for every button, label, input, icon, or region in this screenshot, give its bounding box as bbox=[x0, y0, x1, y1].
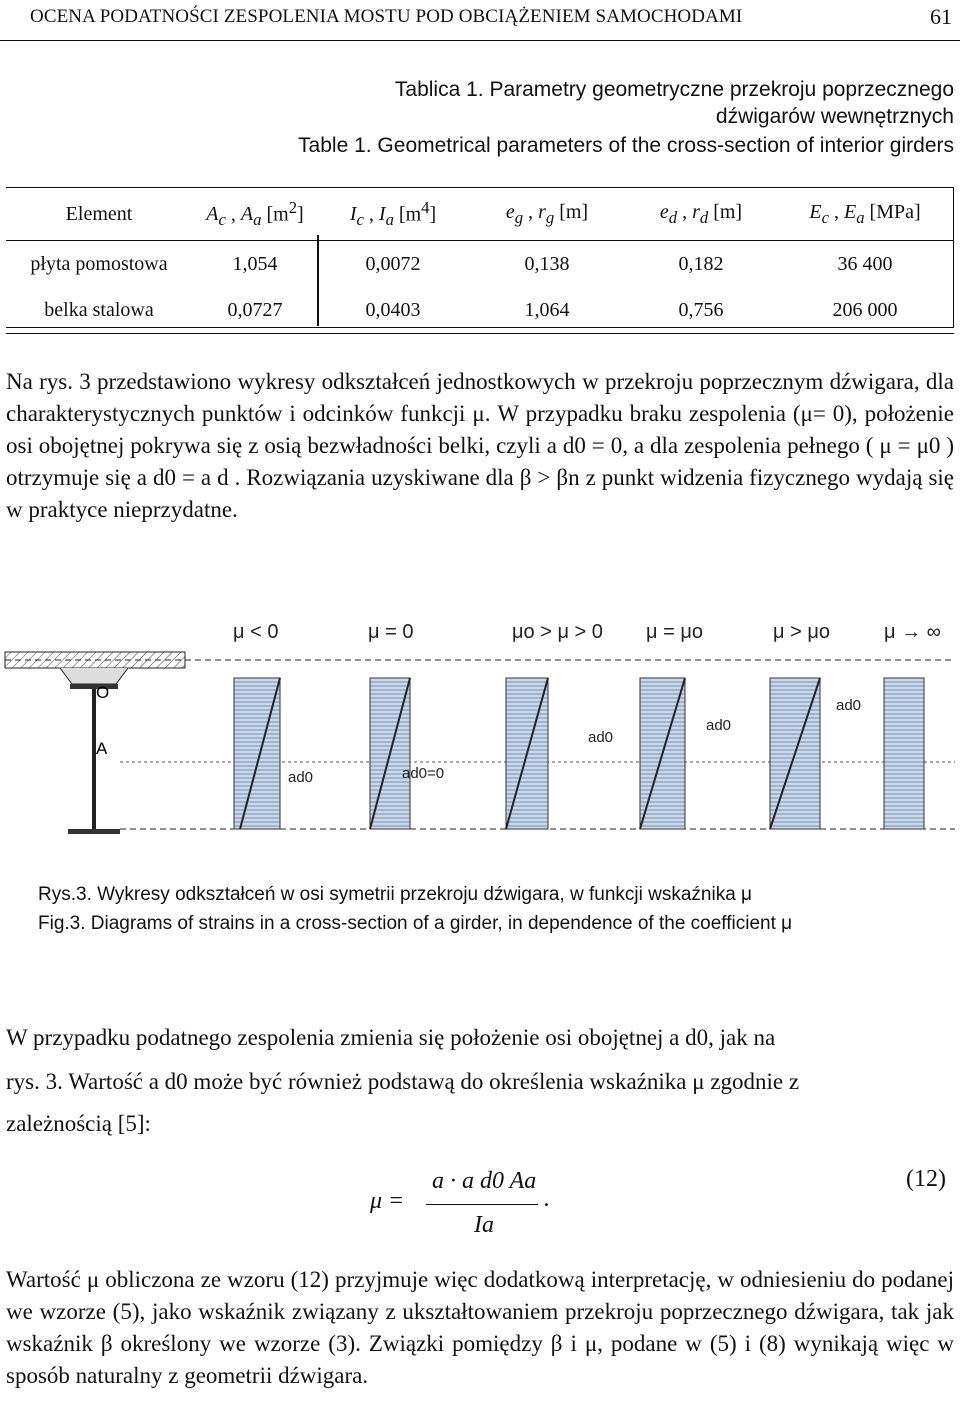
table-cell: 0,138 bbox=[524, 252, 570, 275]
paragraph-2-line-3: zależnością [5]: bbox=[6, 1111, 151, 1136]
girder-section bbox=[5, 652, 185, 834]
paragraph-1 bbox=[6, 366, 954, 526]
paragraph-2-line-2: rys. 3. Wartość a d0 może być również podstawą do określenia wskaźnika μ zgodnie z bbox=[6, 1069, 800, 1094]
dim-label: ad0 bbox=[836, 697, 862, 714]
table-cell: 0,756 bbox=[626, 287, 776, 334]
case-label: μo > μ > 0 bbox=[512, 621, 603, 643]
point-label-A: A bbox=[96, 739, 108, 758]
table-cell: 1,064 bbox=[468, 287, 626, 334]
col-header-ed-rd: $e_d$ , $r_d$ [m] bbox=[626, 188, 776, 241]
diagram-1 bbox=[234, 678, 280, 829]
diagram-6 bbox=[884, 678, 924, 829]
formula-lhs: μ = bbox=[370, 1188, 405, 1214]
table-cell: 0,0727 bbox=[192, 287, 318, 334]
table-caption-pl-line2: dźwigarów wewnętrznych bbox=[715, 105, 954, 128]
running-title: OCENA PODATNOŚCI ZESPOLENIA MOSTU POD OBCIĄŻENIEM SAMOCHODAMI bbox=[30, 6, 743, 27]
running-header bbox=[0, 0, 960, 41]
table-caption-pl-line1: Tablica 1. Parametry geometryczne przekroju poprzecznego bbox=[394, 78, 954, 101]
equation-number: (12) bbox=[906, 1166, 946, 1192]
dim-label: ad0 bbox=[288, 769, 314, 786]
diagram-5 bbox=[770, 678, 820, 829]
paragraph-1-text: Na rys. 3 przedstawiono wykresy odkształceń jednostkowych w przekroju poprzecznym dźwigara, dla charakterystycznych punktów i odcinków funkcji μ. W przypadku braku zespolenia (μ= 0), położenie osi obojętnej pokrywa się z osią bezwładności belki, czyli a d0 = 0, a dla zespolenia pełnego ( μ = μ0 ) otrzymuje się a d0 = a d . Rozwiązania uzyskiwane dla β > βn z punkt widzenia fizycznego wydają się w praktyce nieprzydatne. bbox=[6, 369, 954, 522]
formula-numerator: a · a d0 Aa bbox=[432, 1168, 537, 1194]
paragraph-2-line-1: W przypadku podatnego zespolenia zmienia się położenie osi obojętnej a d0, jak na bbox=[6, 1025, 776, 1050]
figure-caption-pl: Rys.3. Wykresy odkształceń w osi symetrii przekroju dźwigara, w funkcji wskaźnika μ bbox=[38, 884, 752, 905]
table-row bbox=[6, 241, 954, 288]
case-label: μ = 0 bbox=[368, 621, 414, 643]
formula-denominator: Ia bbox=[474, 1212, 494, 1238]
fraction-bar bbox=[426, 1204, 538, 1205]
table-cell: 1,054 bbox=[232, 252, 278, 275]
table-divider bbox=[317, 235, 319, 326]
table-cell: płyta pomostowa bbox=[30, 252, 168, 275]
paragraph-3: Wartość μ obliczona ze wzoru (12) przyjmuje więc dodatkową interpretację, w odniesieniu do podanej we wzorze (5), jako wskaźnik związany z ukształtowaniem przekroju poprzecznego dźwigara, tak jak wskaźnik β określony we wzorze (3). Związki pomiędzy β i μ, podane w (5) i (8) wynikają więc w sposób naturalny z geometrii dźwigara. bbox=[6, 1267, 954, 1388]
table-cell: 0,0403 bbox=[318, 287, 468, 334]
case-label: μ < 0 bbox=[233, 621, 279, 643]
col-header-eg-rg: $e_g$ , $r_g$ [m] bbox=[468, 188, 626, 241]
dim-label: ad0 bbox=[588, 729, 614, 746]
case-label: μ → ∞ bbox=[884, 621, 941, 643]
parameters-table bbox=[6, 188, 954, 334]
table-cell: 0,182 bbox=[678, 252, 724, 275]
dim-label: ad0 bbox=[706, 717, 732, 734]
table-caption-en: Table 1. Geometrical parameters of the cross-section of interior girders bbox=[298, 134, 954, 157]
table-header-row bbox=[6, 188, 954, 241]
col-header-area-formatted: $A_c$ , $A_a$ $[m^2]$ bbox=[192, 188, 318, 241]
formula-end: . bbox=[544, 1186, 550, 1212]
page-number: 61 bbox=[930, 4, 952, 29]
col-header-element: Element bbox=[6, 188, 192, 241]
case-label: μ = μo bbox=[646, 621, 703, 643]
table-cell: 0,0072 bbox=[365, 252, 421, 275]
table-cell: 36 400 bbox=[837, 252, 893, 275]
diagram-3 bbox=[506, 678, 548, 829]
col-header-modulus: $E_c$ , $E_a$ [MPa] bbox=[776, 188, 954, 241]
case-label: μ > μo bbox=[773, 621, 830, 643]
point-label-O: O bbox=[96, 683, 110, 702]
col-header-inertia: $I_c$ , $I_a$ $[m^4]$ bbox=[318, 188, 468, 241]
dim-label: ad0=0 bbox=[402, 765, 445, 782]
table-row bbox=[6, 287, 954, 334]
diagram-4 bbox=[640, 678, 685, 829]
strain-diagrams-figure bbox=[0, 612, 960, 862]
diagram-2 bbox=[370, 678, 410, 829]
case-labels bbox=[233, 621, 941, 643]
table-cell: belka stalowa bbox=[6, 287, 192, 334]
table-cell: 206 000 bbox=[776, 287, 954, 334]
figure-caption-en: Fig.3. Diagrams of strains in a cross-section of a girder, in dependence of the coefficient μ bbox=[38, 913, 793, 934]
